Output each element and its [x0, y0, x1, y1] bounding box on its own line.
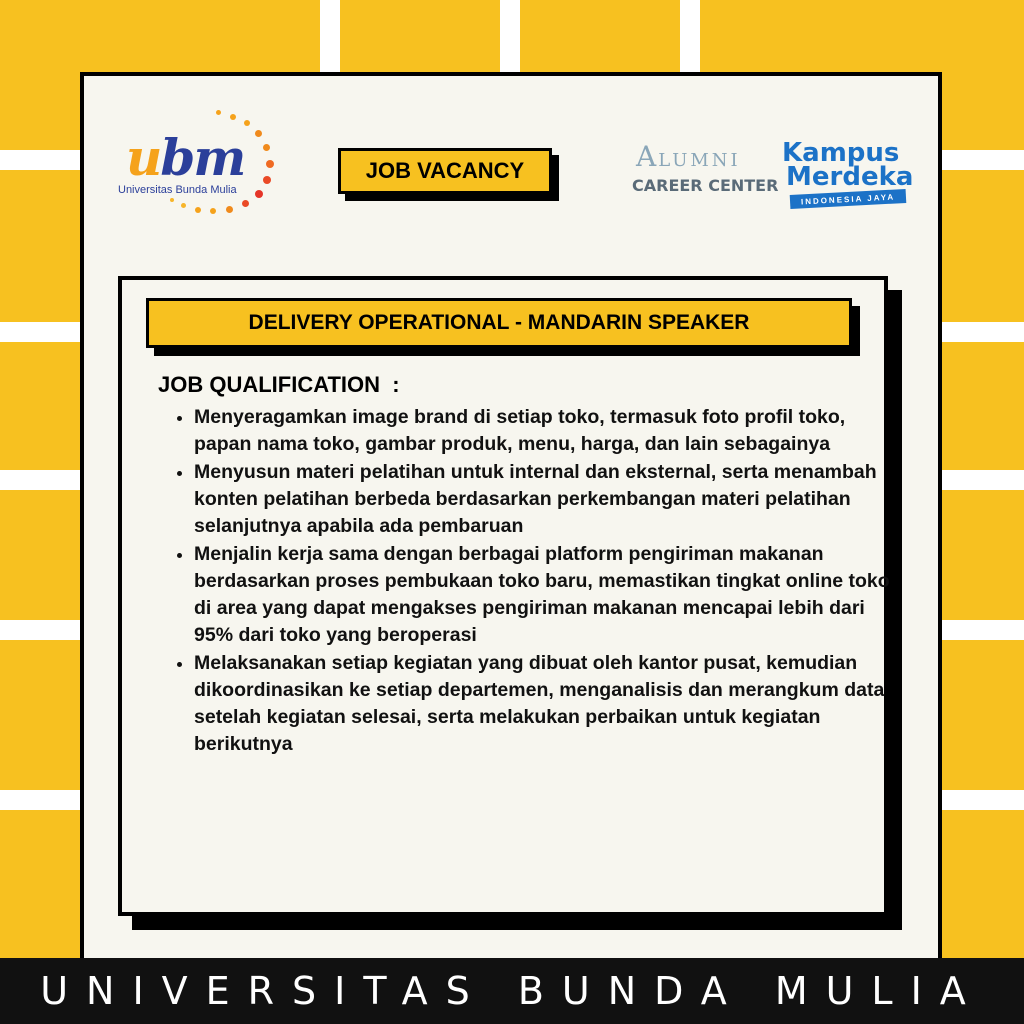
qualification-list [172, 404, 894, 759]
grid-stripe [0, 322, 80, 342]
kampus-logo-line2: Merdeka [786, 162, 914, 192]
logo-dot [263, 176, 271, 184]
logo-dot [242, 200, 249, 207]
grid-stripe [500, 0, 520, 72]
logo-dot [255, 190, 263, 198]
grid-stripe [0, 470, 80, 490]
logo-dot [244, 120, 250, 126]
alumni-career-center-logo [630, 140, 779, 204]
kampus-logo-tagline: INDONESIA JAYA [790, 189, 907, 209]
alumni-logo-line1: ALUMNI [636, 140, 741, 173]
logo-dot [181, 203, 186, 208]
alumni-logo-line2: CAREER CENTER [632, 176, 779, 195]
qualification-item: • Menyusun materi pelatihan untuk internal dan eksternal, serta menambah konten pelatihan berbeda berdasarkan perkembangan materi pelatihan selanjutnya apabila ada pembaruan [194, 459, 894, 540]
grid-stripe [942, 790, 1024, 810]
ubm-logo-word: ubm [126, 128, 245, 187]
qualification-item: • Menyeragamkan image brand di setiap toko, termasuk foto profil toko, papan nama toko, gambar produk, menu, harga, dan lain sebagainya [194, 404, 894, 458]
grid-stripe [942, 322, 1024, 342]
logo-dot [230, 114, 236, 120]
grid-stripe [680, 0, 700, 72]
logo-dot [255, 130, 262, 137]
grid-stripe [942, 150, 1024, 170]
qualification-item: • Menjalin kerja sama dengan berbagai platform pengiriman makanan berdasarkan proses pembukaan toko baru, memastikan tingkat online toko di area yang dapat mengakses pengiriman makanan mencapai lebih dari 95% dari toko yang beroperasi [194, 541, 894, 649]
footer-banner: UNIVERSITAS BUNDA MULIA [0, 958, 1024, 1024]
grid-stripe [0, 620, 80, 640]
logo-dot [210, 208, 216, 214]
grid-stripe [320, 0, 340, 72]
logo-dot [266, 160, 274, 168]
job-vacancy-label: JOB VACANCY [338, 148, 552, 194]
kampus-logo-line1: Kampus [782, 138, 900, 168]
logo-dot [195, 207, 201, 213]
grid-stripe [942, 470, 1024, 490]
ubm-logo [118, 108, 278, 224]
grid-stripe [0, 150, 80, 170]
qualification-item: • Melaksanakan setiap kegiatan yang dibuat oleh kantor pusat, kemudian dikoordinasikan ke setiap departemen, menganalisis dan merangkum data setelah kegiatan selesai, serta melakukan perbaikan untuk kegiatan berikutnya [194, 650, 894, 758]
kampus-merdeka-logo [780, 138, 912, 210]
logo-dot [216, 110, 221, 115]
qualification-heading: JOB QUALIFICATION : [158, 372, 400, 397]
logo-dot [263, 144, 270, 151]
ubm-logo-subtitle: Universitas Bunda Mulia [118, 184, 237, 196]
position-title: DELIVERY OPERATIONAL - MANDARIN SPEAKER [146, 298, 852, 348]
logo-dot [226, 206, 233, 213]
grid-stripe [0, 790, 80, 810]
logo-dot [170, 198, 174, 202]
grid-stripe [942, 620, 1024, 640]
